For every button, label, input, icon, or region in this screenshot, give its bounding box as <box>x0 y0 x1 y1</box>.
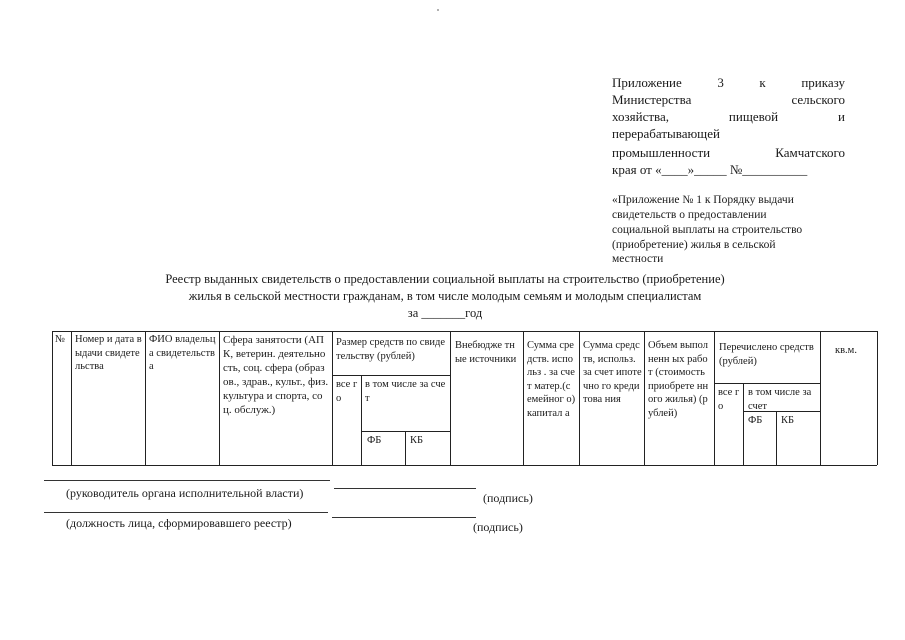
appendix-line-4: (приобретение) жилья в сельской <box>612 239 776 251</box>
compiler-label: (должность лица, сформировавшего реестр) <box>66 516 292 530</box>
appendix-line-2: свидетельств о предоставлении <box>612 209 767 221</box>
table-left-border <box>52 331 53 465</box>
appendix-line-1: «Приложение № 1 к Порядку выдачи <box>612 194 794 206</box>
compiler-sign-label: (подпись) <box>473 520 523 534</box>
col-header-incl: в том числе за счет <box>365 379 446 404</box>
col-sep <box>71 331 72 465</box>
transfer-sub-line <box>776 411 777 465</box>
approval-line-1: Приложение 3 к приказу <box>612 75 845 90</box>
approval-line-5: промышленности Камчатского <box>612 145 845 160</box>
col-header-matcap: Сумма средств. использ . за счет матер.(с емейног о) капитал а <box>527 340 576 419</box>
col-sep <box>219 331 220 465</box>
col-header-sqm: кв.м. <box>835 345 857 356</box>
col-sep <box>579 331 580 465</box>
col-sep <box>450 331 451 465</box>
appendix-line-5: местности <box>612 253 664 265</box>
amount-sub-line <box>332 375 450 376</box>
col-header-transfer: Перечислено средств (рублей) <box>719 342 814 367</box>
col-header-total-2: все го <box>718 387 740 412</box>
col-sep <box>145 331 146 465</box>
approval-line-4: перерабатывающей <box>612 126 720 141</box>
col-header-kb-2: КБ <box>781 415 795 426</box>
register-title-line-3: за _______год <box>407 306 483 320</box>
col-header-incl-2: в том числе за счет <box>748 387 812 412</box>
approval-line-6: края от «____»_____ №__________ <box>612 162 808 177</box>
table-bottom-border <box>52 465 877 466</box>
col-header-cert: Номер и дата выдачи свидетельства <box>75 334 142 372</box>
table-top-border <box>52 331 877 332</box>
col-header-fb-2: ФБ <box>748 415 763 426</box>
transfer-sub-line <box>714 383 820 384</box>
col-header-fb: ФБ <box>367 435 382 446</box>
head-name-line <box>44 480 330 481</box>
col-sep <box>644 331 645 465</box>
approval-line-3: хозяйства, пищевой и <box>612 109 845 124</box>
col-header-num: № <box>55 334 66 345</box>
col-header-volume: Объем выполненн ых работ (стоимость приобрете нного жилья) (рублей) <box>648 340 709 419</box>
col-header-owner: ФИО владельца свидетельства <box>149 334 216 372</box>
register-title-line-1: Реестр выданных свидетельств о предоставлении социальной выплаты на строительство (приобретение) <box>165 272 725 286</box>
approval-line-2: Министерства сельского <box>612 92 845 107</box>
scan-speck <box>437 9 439 11</box>
compiler-name-line <box>44 512 328 513</box>
head-sign-label: (подпись) <box>483 491 533 505</box>
amount-sub-line <box>405 431 406 465</box>
compiler-sign-line <box>332 517 476 518</box>
col-header-total: все го <box>336 379 358 404</box>
head-sign-line <box>334 488 476 489</box>
transfer-sub-line <box>743 383 744 465</box>
register-title-line-2: жилья в сельской местности гражданам, в том числе молодым семьям и молодым специалистам <box>188 289 702 303</box>
col-header-extra: Внебюдже тные источники <box>455 340 517 365</box>
col-header-mortgage: Сумма средств, использ. за счет ипотечно го кредитова ния <box>583 340 642 405</box>
amount-sub-line <box>361 375 362 465</box>
head-label: (руководитель органа исполнительной власти) <box>66 486 304 500</box>
col-sep <box>332 331 333 465</box>
appendix-line-3: социальной выплаты на строительство <box>612 224 803 236</box>
table-right-border <box>877 331 878 465</box>
col-sep <box>714 331 715 465</box>
col-header-kb: КБ <box>410 435 424 446</box>
col-header-amount: Размер средств по свидетельству (рублей) <box>336 337 446 362</box>
col-sep <box>523 331 524 465</box>
col-header-sphere: Сфера занятости (АПК, ветерин. деятельность, соц. сфера (образов., здрав., культ., физ.культура и спорта, соц. обслуж.) <box>223 334 329 416</box>
col-sep <box>820 331 821 465</box>
